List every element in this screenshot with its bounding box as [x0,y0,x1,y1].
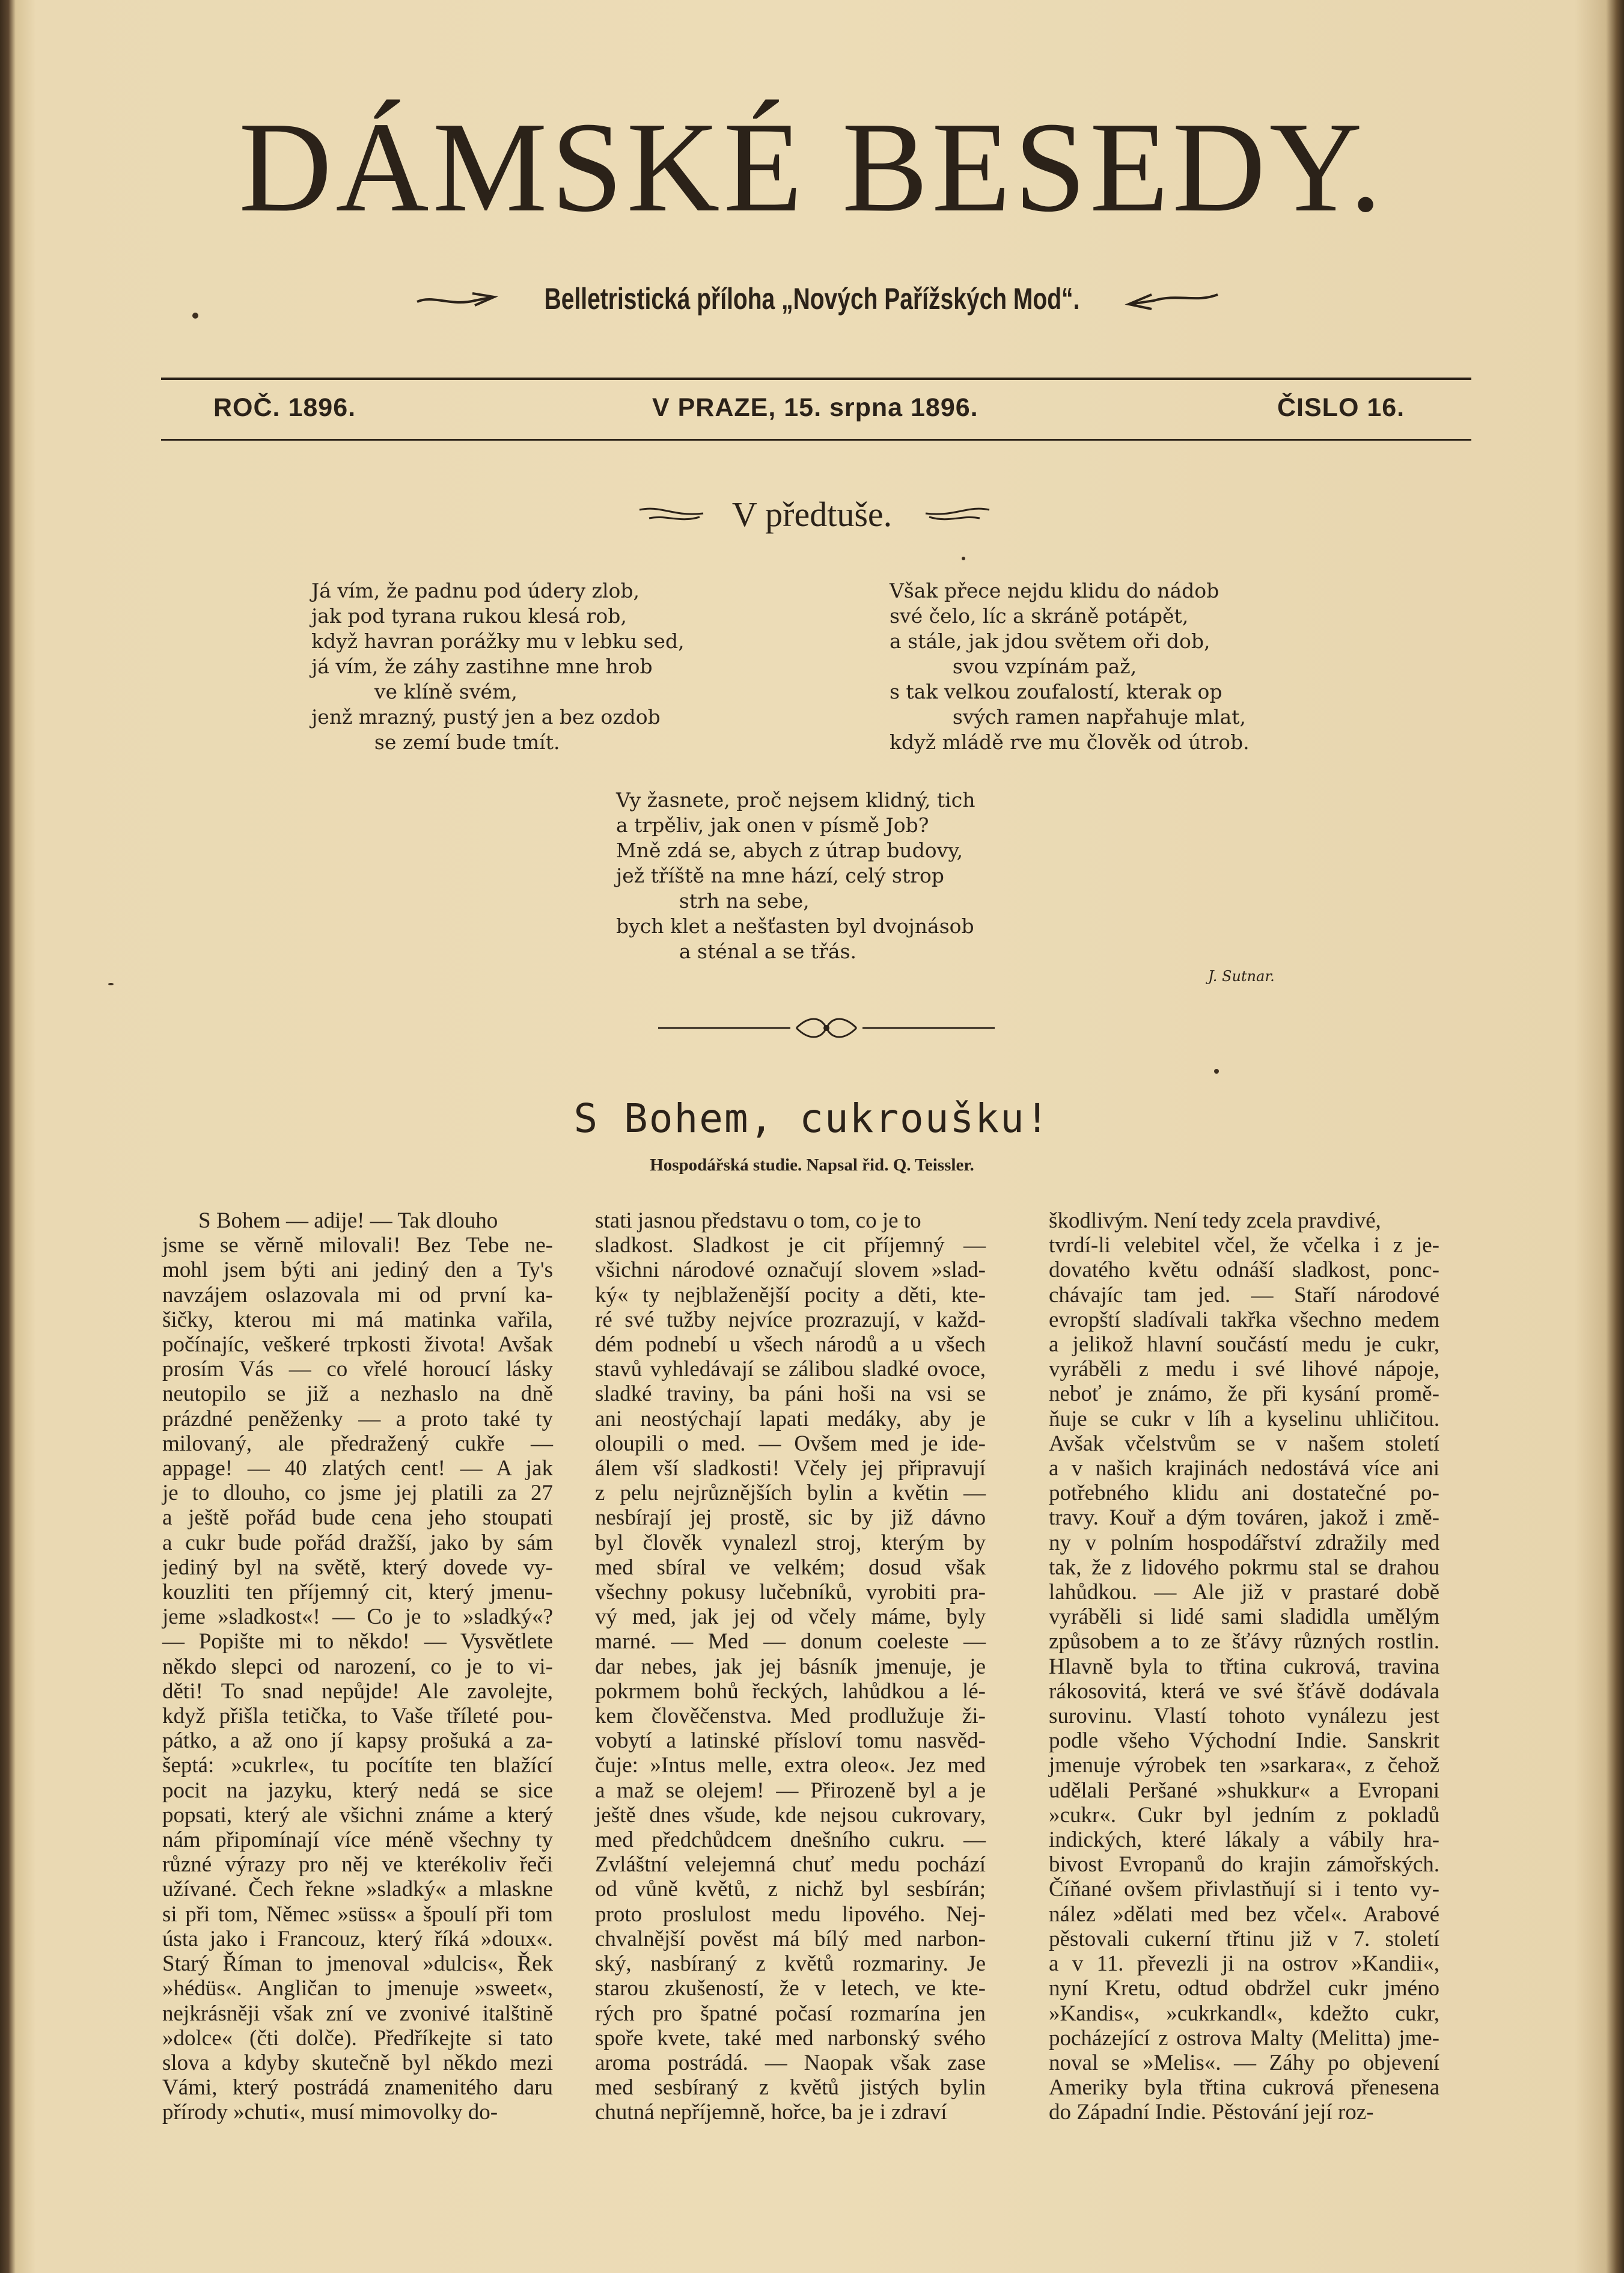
article-line: a maž se olejem! — Přirozeně byl a je [595,1778,986,1803]
article-line: oloupili o med. — Ovšem med je ide- [595,1431,986,1456]
article-line: děti! To snad nepůjde! Ale zavolejte, [162,1678,553,1704]
article-line: S Bohem — adije! — Tak dlouho [198,1208,498,1233]
article-line: »dolce« (čti dolče). Předříkejte si tato [162,2025,553,2051]
article-line: čuje: »Intus melle, extra oleo«. Jez med [595,1753,986,1778]
article-line: milovaný, ale předražený cukře — [162,1431,553,1456]
article-line: a v 11. převezli ji na ostrov »Kandii«, [1049,1951,1439,1977]
article-line: sladkost. Sladkost je cit příjemný — [595,1233,986,1258]
poem-title-right-ornament [920,503,992,527]
article-line: ústa jako i Francouz, který říká »doux«. [162,1926,553,1951]
article-line: chvalnější pověst má bílý med narbon- [595,1926,986,1951]
article-column-3 [1049,1208,1439,2125]
article-line: pěstovali cukerní třtinu již v 7. století [1049,1926,1439,1951]
article-line: vý med, jak jej od včely máme, byly [595,1605,986,1630]
article-line: proto proslulost medu lipového. Nej- [595,1901,986,1927]
article-line: slova a kdyby skutečně byl někdo mezi [162,2050,553,2075]
article-line: appage! — 40 zlatých cent! — A jak [162,1456,553,1481]
article-line: dém podnebí u všech národů a u všech [595,1332,986,1357]
article-line: surovinu. Vlastí tohoto vynálezu jest [1049,1704,1439,1729]
article-line: ký« ty nejblaženější pocity a děti, kte- [595,1282,986,1308]
right-swash-ornament [1124,289,1220,313]
article-line: ré své tužby nejvíce prozrazují, v každ- [595,1307,986,1332]
issue-rule-top [161,378,1471,380]
article-line: tvrdí-li velebitel včel, že včelka i z je- [1049,1233,1439,1258]
article-line: popsati, který ale všichni známe a který [162,1802,553,1828]
article-line: ani neostýchají lapati medáky, aby je [595,1406,986,1431]
article-line: tak, že z lidového pokrmu stal se drahou [1049,1555,1439,1580]
article-line: prázdné peněženky — a proto také ty [162,1406,553,1431]
article-line: neutopilo se již a nezhaslo na dně [162,1381,553,1407]
ink-speck [962,557,965,560]
article-line: spoře kvete, také med narbonský svého [595,2025,986,2051]
article-line: dar nebes, jak jej básník jmenuje, je [595,1654,986,1679]
article-line: Ameriky byla třtina cukrová přenesena [1049,2075,1439,2100]
article-line: rých pro špatné počasí rozmarína jen [595,2001,986,2026]
article-line: nesbírají jej prostě, sic by již dávno [595,1505,986,1531]
article-line: dovatého květu odnáší sladkost, ponc- [1049,1258,1439,1283]
section-divider-ornament [658,1010,995,1046]
article-column-2 [595,1208,986,2125]
ink-speck [108,983,114,985]
article-line: med předchůdcem dnešního cukru. — [595,1828,986,1853]
article-line: Číňané ovšem přivlastňují si i tento vy- [1049,1877,1439,1902]
article-line: do Západní Indie. Pěstování její roz- [1049,2100,1374,2125]
article-line: a v našich krajinách nedostává více ani [1049,1456,1439,1481]
article-line: někdo slepci od narození, co je to vi- [162,1654,553,1679]
article-line: podle všeho Východní Indie. Sanskrit [1049,1728,1439,1754]
article-line: Zvláštní velejemná chuť medu pochází [595,1852,986,1877]
article-line: sladké traviny, ba páni hoši na vsi se [595,1381,986,1407]
article-line: ještě dnes všude, kde nejsou cukrovary, [595,1802,986,1828]
article-subtitle: Hospodářská studie. Napsal řid. Q. Teissler. [650,1155,974,1175]
article-line: z pelu nejrůznějších bylin a květin — [595,1481,986,1506]
article-line: Vámi, který postrádá znamenitého daru [162,2075,553,2100]
article-line: škodlivým. Není tedy zcela pravdivé, [1049,1208,1381,1233]
article-line: jediný byl na světě, který dovede vy- [162,1555,553,1580]
article-line: a cukr bude pořád dražší, jako by sám [162,1530,553,1555]
article-line: je to dlouho, co jsme jej platili za 27 [162,1481,553,1506]
article-line: evropští sladívali takřka všechno medem [1049,1307,1439,1332]
article-line: ny v polním hospodářství zdražily med [1049,1530,1439,1555]
article-line: Hlavně byla to třtina cukrová, travina [1049,1654,1439,1679]
article-line: nejkrásněji však zní ve zvonivé italštině [162,2001,553,2026]
poem-stanza-1: Já vím, že padnu pod údery zlob, jak pod tyrana rukou klesá rob, když havran porážky mu v lebku sed, já vím, že záhy zastihne mne hrob ve klíně svém, jenž mrazný, pustý jen a bez ozdob se zemí bude tmít. [311,579,685,754]
article-line: »hédüs«. Angličan to jmenuje »sweet«, [162,1976,553,2001]
masthead-subtitle: Belletristická příloha „Nových Pařížských Mod“. [544,282,1080,316]
article-line: počínajíc, veškeré trpkosti života! Avšak [162,1332,553,1357]
article-line: jsme se věrně milovali! Bez Tebe ne- [162,1233,553,1258]
article-line: rákosovitá, která ve své šťávě dodávala [1049,1678,1439,1704]
article-line: užívané. Čech řekne »sladký« a mlaskne [162,1877,553,1902]
article-line: bivost Evropanů do krajin zámořských. [1049,1852,1439,1877]
article-line: travy. Kouř a dým továren, jakož i změ- [1049,1505,1439,1531]
article-line: álem vší sladkosti! Včely jej připravují [595,1456,986,1481]
article-line: lahůdkou. — Ale již v prastaré době [1049,1580,1439,1605]
article-line: — Popište mi to někdo! — Vysvětlete [162,1629,553,1654]
article-line: stavů vyhledávají se zálibou sladké ovoce, [595,1357,986,1382]
article-column-1 [162,1208,553,2125]
article-line: indických, které lákaly a vábily hra- [1049,1828,1439,1853]
issue-volume: ROČ. 1896. [213,393,356,422]
poem-stanza-2: Však přece nejdu klidu do nádob své čelo, líc a skráně potápět, a stále, jak jdou světem oři dob, svou vzpínám paž, s tak velkou zoufalostí, kterak op svých ramen napřahuje mlat, když mládě rve mu člověk od útrob. [890,579,1250,754]
article-line: vobytí a latinské přísloví tomu nasvěd- [595,1728,986,1754]
article-line: jeme »sladkost«! — Co je to »sladký«? [162,1605,553,1630]
article-line: přírody »chuti«, musí mimovolky do- [162,2100,498,2125]
article-line: všichni národové označují slovem »slad- [595,1258,986,1283]
article-line: různé výrazy pro něj ve kterékoliv řeči [162,1852,553,1877]
article-line: potřebného klidu ani dostatečné po- [1049,1481,1439,1506]
ink-speck [1214,1069,1219,1074]
article-line: všechny pokusy lučebníků, vyrobiti pra- [595,1580,986,1605]
issue-place-date: V PRAZE, 15. srpna 1896. [652,393,978,422]
article-line: navzájem oslazovala mi od první ka- [162,1282,553,1308]
article-line: neboť je známo, že při kysání promě- [1049,1381,1439,1407]
article-line: když přišla tetička, to Vaše tříleté pou- [162,1704,553,1729]
article-line: ňuje se cukr v líh a kyselinu uhličitou. [1049,1406,1439,1431]
poem-author: J. Sutnar. [1208,968,1275,985]
ink-speck [192,313,198,319]
article-line: prosím Vás — co vřelé horoucí lásky [162,1357,553,1382]
article-line: chávajíc tam jed. — Staří národové [1049,1282,1439,1308]
article-line: mohl jsem býti ani jediný den a Ty's [162,1258,553,1283]
article-line: si při tom, Němec »süss« a špoulí při tom [162,1901,553,1927]
article-line: Avšak včelstvům se v našem století [1049,1431,1439,1456]
article-line: a ještě pořád bude cena jeho stoupati [162,1505,553,1531]
article-line: ský, nasbíraný z květů rozmariny. Je [595,1951,986,1977]
article-line: »Kandis«, »cukrkandl«, kdežto cukr, [1049,2001,1439,2026]
article-line: chutná nepříjemně, hořce, ba je i zdraví [595,2100,947,2125]
article-title: S Bohem, cukroušku! [573,1095,1051,1142]
article-line: nám připomínají více méně všechny ty [162,1828,553,1853]
article-line: Starý Říman to jmenoval »dulcis«, Řek [162,1951,553,1977]
article-line: »cukr«. Cukr byl jedním z pokladů [1049,1802,1439,1828]
poem-stanza-3: Vy žasnete, proč nejsem klidný, tich a trpěliv, jak onen v písmě Job? Mně zdá se, abych z útrap budovy, jež tříště na mne hází, celý strop strh na sebe, bych klet a nešťasten byl dvojnásob a sténal a se třás. [616,788,975,963]
article-line: vyráběli z medu i své lihové nápoje, [1049,1357,1439,1382]
article-line: pocházející z ostrova Malty (Melitta) jme- [1049,2025,1439,2051]
article-line: kouzliti ten příjemný cit, který jmenu- [162,1580,553,1605]
article-line: šičky, kterou mi má matinka vařila, [162,1307,553,1332]
article-line: byl člověk vynalezl stroj, kterým by [595,1530,986,1555]
article-line: jmenuje výrobek ten »sarkara«, z čehož [1049,1753,1439,1778]
masthead-title: DÁMSKÉ BESEDY. [239,95,1385,239]
article-line: kem člověčenstva. Med prodlužuje ži- [595,1704,986,1729]
article-line: a jelikož hlavní součástí medu je cukr, [1049,1332,1439,1357]
article-line: pátko, a až ono jí kapsy prošuká a za- [162,1728,553,1754]
article-line: udělali Peršané »shukkur« a Evropani [1049,1778,1439,1803]
article-line: pokrmem bohů řeckých, lahůdkou a lé- [595,1678,986,1704]
article-line: pocit na jazyku, který nedá se sice [162,1778,553,1803]
article-line: noval se »Melis«. — Záhy po objevení [1049,2050,1439,2075]
article-line: od vůně květů, z nichž byl sesbírán; [595,1877,986,1902]
article-line: způsobem a to ze šťávy různých rostlin. [1049,1629,1439,1654]
article-line: med sbíral ve velkém; dosud však [595,1555,986,1580]
article-line: marné. — Med — donum coeleste — [595,1629,986,1654]
article-line: aroma postrádá. — Naopak však zase [595,2050,986,2075]
article-line: nyní Kretu, odtud obdržel cukr jméno [1049,1976,1439,2001]
article-line: stati jasnou představu o tom, co je to [595,1208,921,1233]
issue-number: ČISLO 16. [1277,393,1405,422]
article-line: starou zkušeností, že v letech, ve kte- [595,1976,986,2001]
article-line: šeptá: »cukrle«, tu pocítíte ten blažící [162,1753,553,1778]
article-line: vyráběli si lidé sami sladidla umělým [1049,1605,1439,1630]
poem-title: V předtuše. [731,495,893,534]
issue-rule-bottom [161,439,1471,441]
article-line: med sesbíraný z květů jistých bylin [595,2075,986,2100]
article-line: nález »dělati med bez včel«. Arabové [1049,1901,1439,1927]
